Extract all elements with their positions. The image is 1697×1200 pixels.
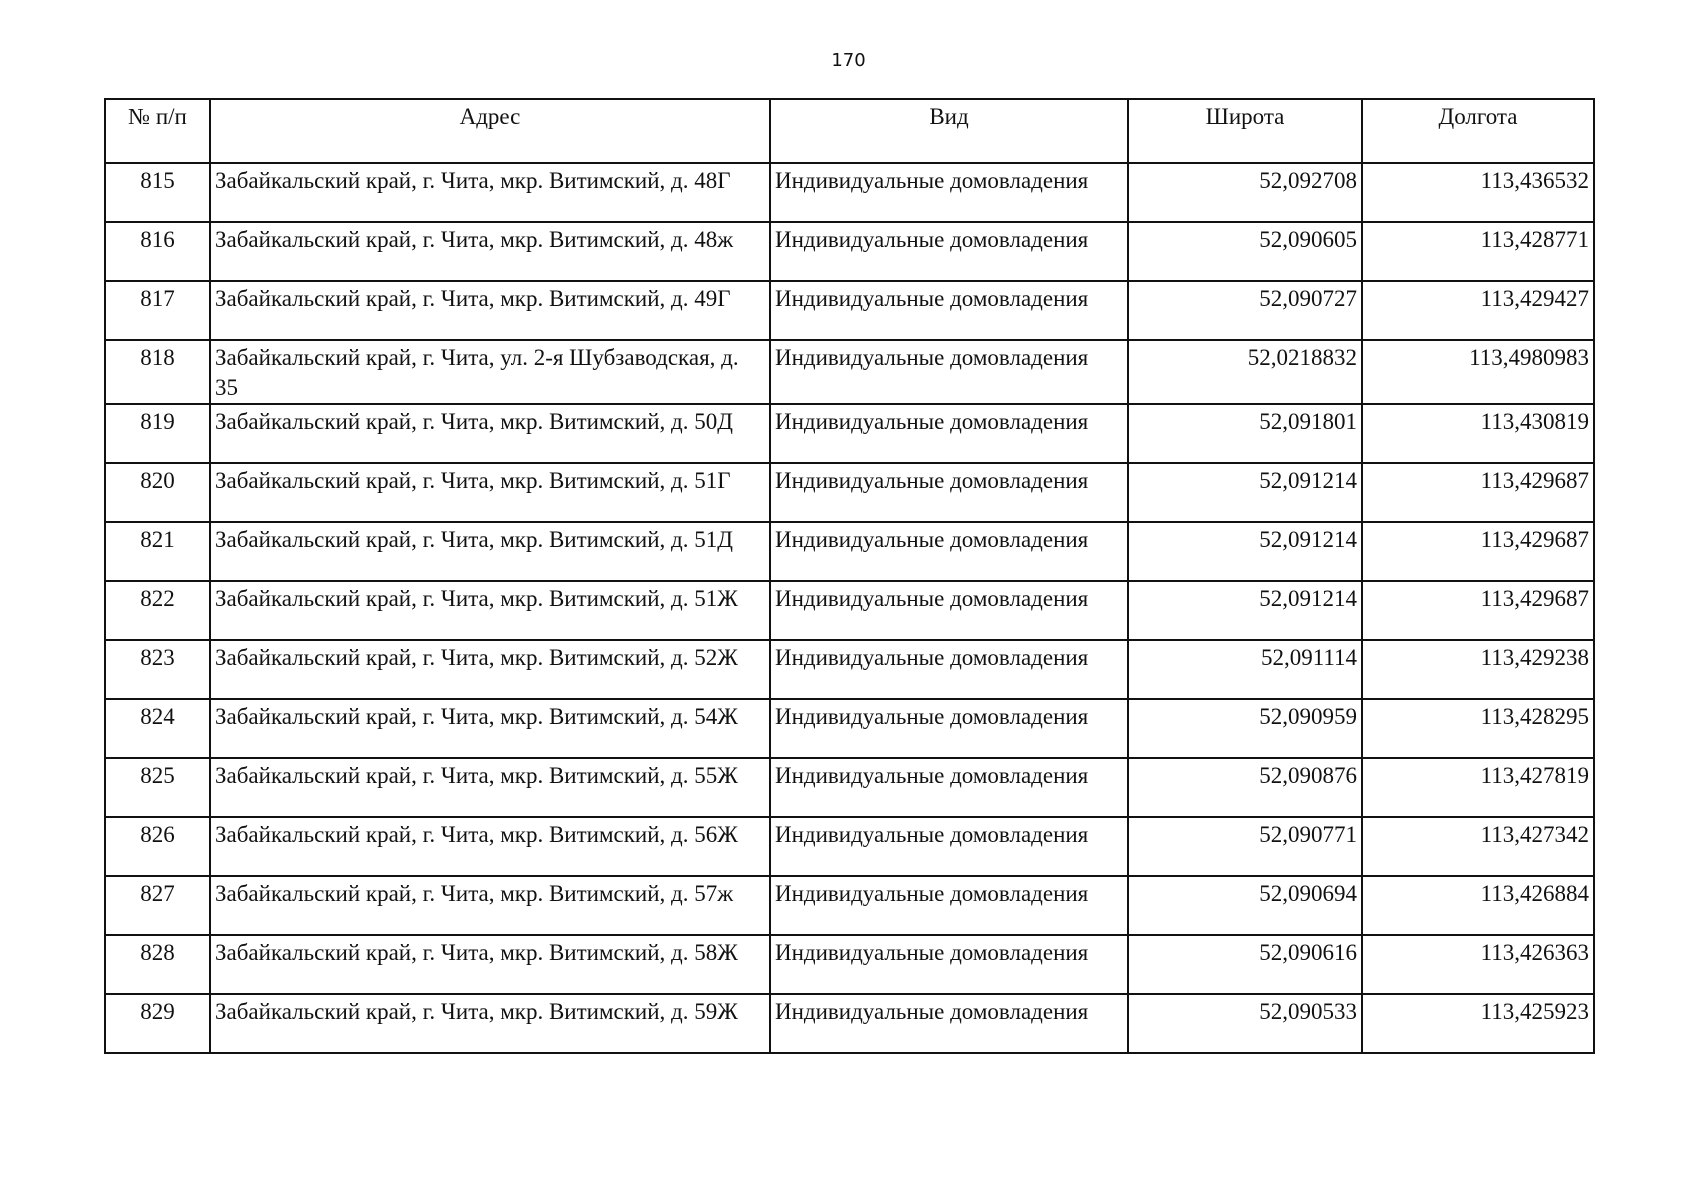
- table-row: [105, 522, 1594, 581]
- cell-num: 816: [105, 222, 210, 281]
- cell-longitude: 113,429687: [1362, 522, 1594, 581]
- table-row: [105, 163, 1594, 222]
- cell-latitude: 52,090605: [1128, 222, 1362, 281]
- header-address: Адрес: [210, 99, 770, 163]
- cell-longitude: 113,428295: [1362, 699, 1594, 758]
- cell-latitude: 52,090959: [1128, 699, 1362, 758]
- cell-type: Индивидуальные домовладения: [770, 404, 1128, 463]
- cell-latitude: 52,091801: [1128, 404, 1362, 463]
- cell-longitude: 113,425923: [1362, 994, 1594, 1053]
- cell-longitude: 113,436532: [1362, 163, 1594, 222]
- cell-num: 829: [105, 994, 210, 1053]
- cell-latitude: 52,091214: [1128, 581, 1362, 640]
- cell-latitude: 52,0218832: [1128, 340, 1362, 404]
- table-row: [105, 758, 1594, 817]
- cell-latitude: 52,090771: [1128, 817, 1362, 876]
- table-body: [105, 163, 1594, 1053]
- table-row: [105, 404, 1594, 463]
- cell-num: 825: [105, 758, 210, 817]
- cell-longitude: 113,426363: [1362, 935, 1594, 994]
- cell-num: 827: [105, 876, 210, 935]
- cell-latitude: 52,090876: [1128, 758, 1362, 817]
- cell-type: Индивидуальные домовладения: [770, 522, 1128, 581]
- cell-address: Забайкальский край, г. Чита, мкр. Витимский, д. 57ж: [210, 876, 770, 935]
- cell-longitude: 113,429427: [1362, 281, 1594, 340]
- header-latitude: Широта: [1128, 99, 1362, 163]
- table-row: [105, 699, 1594, 758]
- header-type: Вид: [770, 99, 1128, 163]
- cell-type: Индивидуальные домовладения: [770, 699, 1128, 758]
- cell-type: Индивидуальные домовладения: [770, 581, 1128, 640]
- cell-address: Забайкальский край, г. Чита, мкр. Витимский, д. 59Ж: [210, 994, 770, 1053]
- cell-type: Индивидуальные домовладения: [770, 758, 1128, 817]
- cell-num: 822: [105, 581, 210, 640]
- table-row: [105, 340, 1594, 404]
- cell-type: Индивидуальные домовладения: [770, 640, 1128, 699]
- cell-longitude: 113,430819: [1362, 404, 1594, 463]
- cell-num: 820: [105, 463, 210, 522]
- cell-type: Индивидуальные домовладения: [770, 994, 1128, 1053]
- table-row: [105, 281, 1594, 340]
- table-row: [105, 222, 1594, 281]
- cell-address: Забайкальский край, г. Чита, ул. 2-я Шубзаводская, д. 35: [210, 340, 770, 404]
- cell-type: Индивидуальные домовладения: [770, 463, 1128, 522]
- cell-longitude: 113,428771: [1362, 222, 1594, 281]
- table-row: [105, 994, 1594, 1053]
- header-num: № п/п: [105, 99, 210, 163]
- cell-latitude: 52,090533: [1128, 994, 1362, 1053]
- cell-num: 826: [105, 817, 210, 876]
- table-row: [105, 581, 1594, 640]
- cell-type: Индивидуальные домовладения: [770, 935, 1128, 994]
- cell-longitude: 113,4980983: [1362, 340, 1594, 404]
- cell-latitude: 52,090727: [1128, 281, 1362, 340]
- cell-type: Индивидуальные домовладения: [770, 281, 1128, 340]
- cell-num: 824: [105, 699, 210, 758]
- cell-address: Забайкальский край, г. Чита, мкр. Витимский, д. 49Г: [210, 281, 770, 340]
- cell-latitude: 52,090616: [1128, 935, 1362, 994]
- address-table: [104, 98, 1595, 1054]
- table-row: [105, 640, 1594, 699]
- table-row: [105, 876, 1594, 935]
- cell-num: 828: [105, 935, 210, 994]
- table-row: [105, 935, 1594, 994]
- cell-type: Индивидуальные домовладения: [770, 340, 1128, 404]
- table-row: [105, 463, 1594, 522]
- cell-address: Забайкальский край, г. Чита, мкр. Витимский, д. 54Ж: [210, 699, 770, 758]
- cell-longitude: 113,426884: [1362, 876, 1594, 935]
- cell-longitude: 113,429687: [1362, 581, 1594, 640]
- cell-num: 819: [105, 404, 210, 463]
- cell-address: Забайкальский край, г. Чита, мкр. Витимский, д. 48ж: [210, 222, 770, 281]
- cell-longitude: 113,429238: [1362, 640, 1594, 699]
- cell-longitude: 113,429687: [1362, 463, 1594, 522]
- cell-type: Индивидуальные домовладения: [770, 163, 1128, 222]
- cell-num: 818: [105, 340, 210, 404]
- cell-address: Забайкальский край, г. Чита, мкр. Витимский, д. 51Д: [210, 522, 770, 581]
- cell-type: Индивидуальные домовладения: [770, 222, 1128, 281]
- cell-num: 815: [105, 163, 210, 222]
- page-number: 170: [831, 50, 866, 71]
- cell-latitude: 52,091114: [1128, 640, 1362, 699]
- cell-address: Забайкальский край, г. Чита, мкр. Витимский, д. 55Ж: [210, 758, 770, 817]
- cell-longitude: 113,427819: [1362, 758, 1594, 817]
- cell-longitude: 113,427342: [1362, 817, 1594, 876]
- cell-latitude: 52,090694: [1128, 876, 1362, 935]
- header-longitude: Долгота: [1362, 99, 1594, 163]
- cell-latitude: 52,092708: [1128, 163, 1362, 222]
- cell-address: Забайкальский край, г. Чита, мкр. Витимский, д. 52Ж: [210, 640, 770, 699]
- cell-type: Индивидуальные домовладения: [770, 876, 1128, 935]
- cell-address: Забайкальский край, г. Чита, мкр. Витимский, д. 48Г: [210, 163, 770, 222]
- cell-num: 817: [105, 281, 210, 340]
- table-row: [105, 817, 1594, 876]
- cell-address: Забайкальский край, г. Чита, мкр. Витимский, д. 51Г: [210, 463, 770, 522]
- cell-address: Забайкальский край, г. Чита, мкр. Витимский, д. 50Д: [210, 404, 770, 463]
- cell-num: 823: [105, 640, 210, 699]
- cell-latitude: 52,091214: [1128, 522, 1362, 581]
- cell-num: 821: [105, 522, 210, 581]
- cell-address: Забайкальский край, г. Чита, мкр. Витимский, д. 58Ж: [210, 935, 770, 994]
- cell-type: Индивидуальные домовладения: [770, 817, 1128, 876]
- cell-address: Забайкальский край, г. Чита, мкр. Витимский, д. 56Ж: [210, 817, 770, 876]
- table-header-row: [105, 99, 1594, 163]
- cell-latitude: 52,091214: [1128, 463, 1362, 522]
- cell-address: Забайкальский край, г. Чита, мкр. Витимский, д. 51Ж: [210, 581, 770, 640]
